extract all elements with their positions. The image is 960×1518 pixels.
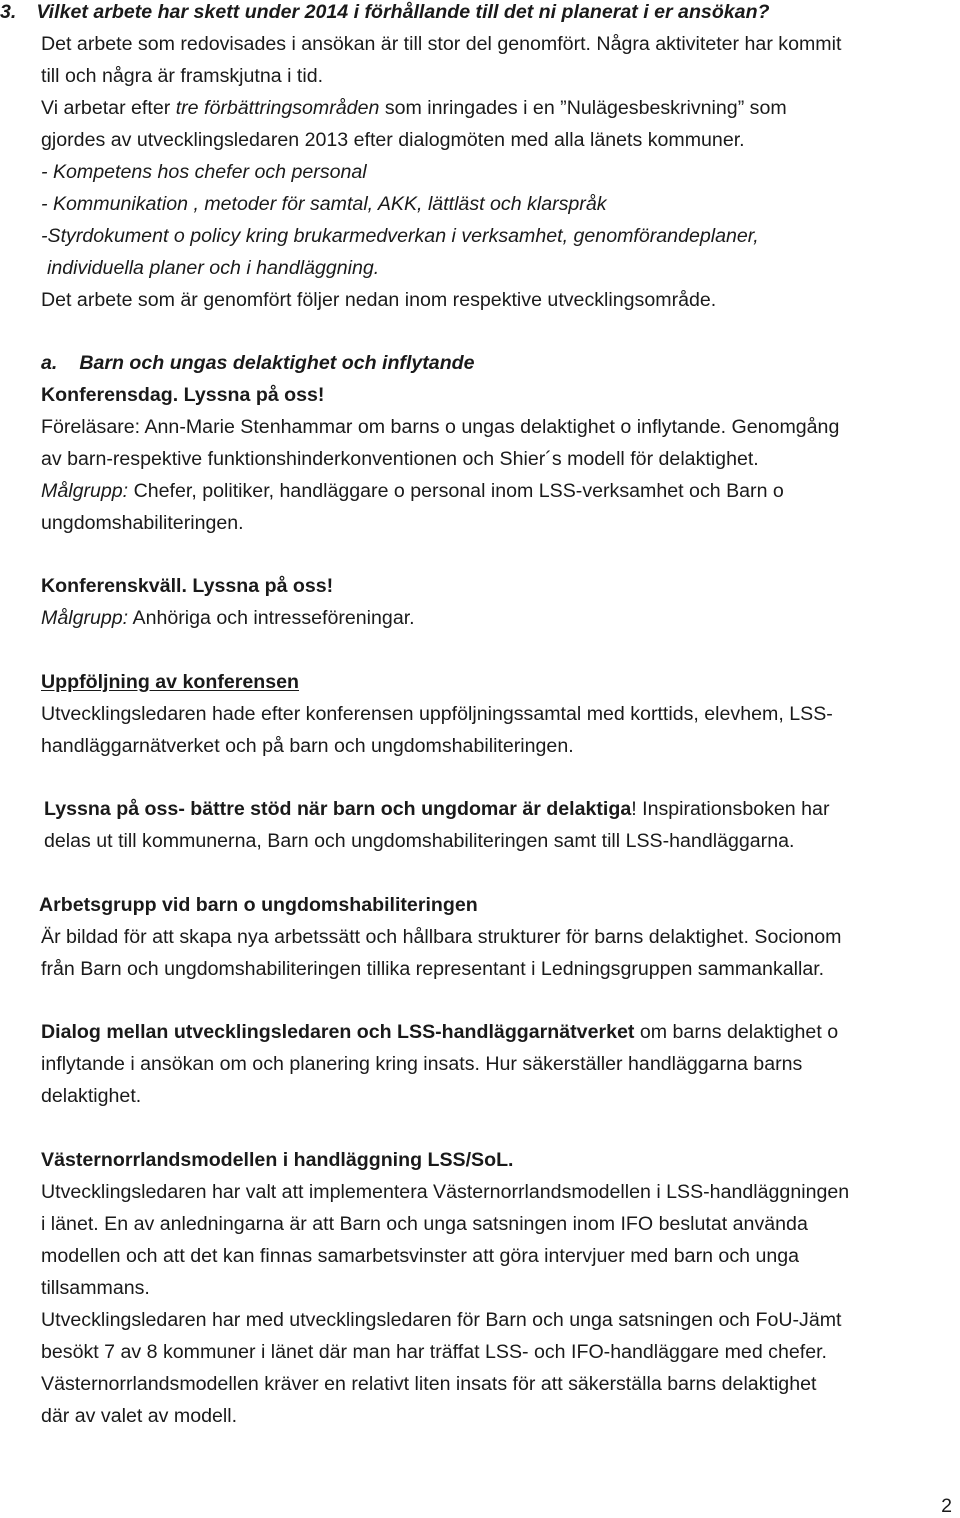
bullet-item-continued: individuella planer och i handläggning. bbox=[47, 257, 380, 279]
subsection-title: Västernorrlandsmodellen i handläggning LSS/SoL. bbox=[41, 1149, 514, 1171]
text-run: ! Inspirationsboken har bbox=[631, 798, 830, 820]
section-title: Barn och ungas delaktighet och inflytande bbox=[79, 352, 475, 374]
text-run: som inringades i en ”Nulägesbeskrivning” som bbox=[379, 97, 787, 119]
emphasis-text: tre förbättringsområden bbox=[175, 97, 380, 119]
text-run: Anhöriga och intresseföreningar. bbox=[128, 607, 415, 629]
book-title: Lyssna på oss- bättre stöd när barn och ungdomar är delaktiga bbox=[44, 798, 632, 820]
paragraph-line: tillsammans. bbox=[41, 1277, 150, 1299]
paragraph-line: till och några är framskjutna i tid. bbox=[41, 65, 324, 87]
paragraph-line: delas ut till kommunerna, Barn och ungdomshabiliteringen samt till LSS-handläggarna. bbox=[44, 830, 795, 852]
bullet-item: -Styrdokument o policy kring brukarmedverkan i verksamhet, genomförandeplaner, bbox=[41, 225, 759, 247]
conference-day-title: Konferensdag. Lyssna på oss! bbox=[41, 384, 325, 406]
paragraph-line: Föreläsare: Ann-Marie Stenhammar om barns o ungas delaktighet o inflytande. Genomgång bbox=[41, 416, 840, 438]
paragraph-line: av barn-respektive funktionshinderkonventionen och Shier´s modell för delaktighet. bbox=[41, 448, 759, 470]
paragraph-line: Utvecklingsledaren hade efter konferensen uppföljningssamtal med korttids, elevhem, LSS- bbox=[41, 703, 833, 725]
paragraph-line bbox=[41, 1020, 838, 1044]
text-run: Chefer, politiker, handläggare o personal inom LSS-verksamhet och Barn o bbox=[128, 480, 784, 502]
paragraph-line: Är bildad för att skapa nya arbetssätt och hållbara strukturer för barns delaktighet. Socionom bbox=[41, 926, 842, 948]
target-label: Målgrupp: bbox=[41, 607, 129, 629]
paragraph-line bbox=[44, 797, 829, 821]
paragraph-line: besökt 7 av 8 kommuner i länet där man har träffat LSS- och IFO-handläggare med chefer. bbox=[41, 1341, 827, 1363]
text-run: om barns delaktighet o bbox=[634, 1021, 839, 1043]
question-text: Vilket arbete har skett under 2014 i förhållande till det ni planerat i er ansökan? bbox=[36, 1, 770, 23]
subsection-title: Uppföljning av konferensen bbox=[41, 671, 300, 693]
paragraph-line: Utvecklingsledaren har valt att implementera Västernorrlandsmodellen i LSS-handläggningen bbox=[41, 1181, 850, 1203]
target-label: Målgrupp: bbox=[41, 480, 129, 502]
paragraph-line: modellen och att det kan finnas samarbetsvinster att göra intervjuer med barn och unga bbox=[41, 1245, 800, 1267]
paragraph-line: Västernorrlandsmodellen kräver en relativt liten insats för att säkerställa barns delaktighet bbox=[41, 1373, 817, 1395]
paragraph-line: Det arbete som är genomfört följer nedan inom respektive utvecklingsområde. bbox=[41, 289, 717, 311]
paragraph-line: handläggarnätverket och på barn och ungdomshabiliteringen. bbox=[41, 735, 574, 757]
paragraph-line bbox=[41, 606, 415, 630]
section-letter: a. bbox=[41, 352, 58, 374]
paragraph-line: i länet. En av anledningarna är att Barn och unga satsningen inom IFO beslutat använda bbox=[41, 1213, 808, 1235]
bullet-item: - Kompetens hos chefer och personal bbox=[41, 161, 367, 183]
paragraph-line: Utvecklingsledaren har med utvecklingsledaren för Barn och unga satsningen och FoU-Jämt bbox=[41, 1309, 842, 1331]
section-heading bbox=[41, 351, 475, 375]
subsection-title: Arbetsgrupp vid barn o ungdomshabiliteringen bbox=[39, 894, 478, 916]
paragraph-line: inflytande i ansökan om och planering kring insats. Hur säkerställer handläggarna barns bbox=[41, 1053, 803, 1075]
paragraph-line: från Barn och ungdomshabiliteringen tillika representant i Ledningsgruppen sammankallar. bbox=[41, 958, 825, 980]
text-run: Vi arbetar efter bbox=[41, 97, 176, 119]
paragraph-line bbox=[41, 479, 784, 503]
paragraph-line: delaktighet. bbox=[41, 1085, 142, 1107]
paragraph-line: ungdomshabiliteringen. bbox=[41, 512, 244, 534]
paragraph-line: Det arbete som redovisades i ansökan är till stor del genomfört. Några aktiviteter har kommit bbox=[41, 33, 842, 55]
conference-evening-title: Konferenskväll. Lyssna på oss! bbox=[41, 575, 334, 597]
paragraph-line: gjordes av utvecklingsledaren 2013 efter dialogmöten med alla länets kommuner. bbox=[41, 129, 745, 151]
question-number: 3. bbox=[0, 1, 17, 23]
dialog-title: Dialog mellan utvecklingsledaren och LSS-handläggarnätverket bbox=[41, 1021, 635, 1043]
bullet-item: - Kommunikation , metoder för samtal, AKK, lättläst och klarspråk bbox=[41, 193, 607, 215]
page-number: 2 bbox=[941, 1495, 952, 1517]
paragraph-line: där av valet av modell. bbox=[41, 1405, 238, 1427]
question-heading bbox=[0, 0, 770, 24]
paragraph-line bbox=[41, 96, 787, 120]
